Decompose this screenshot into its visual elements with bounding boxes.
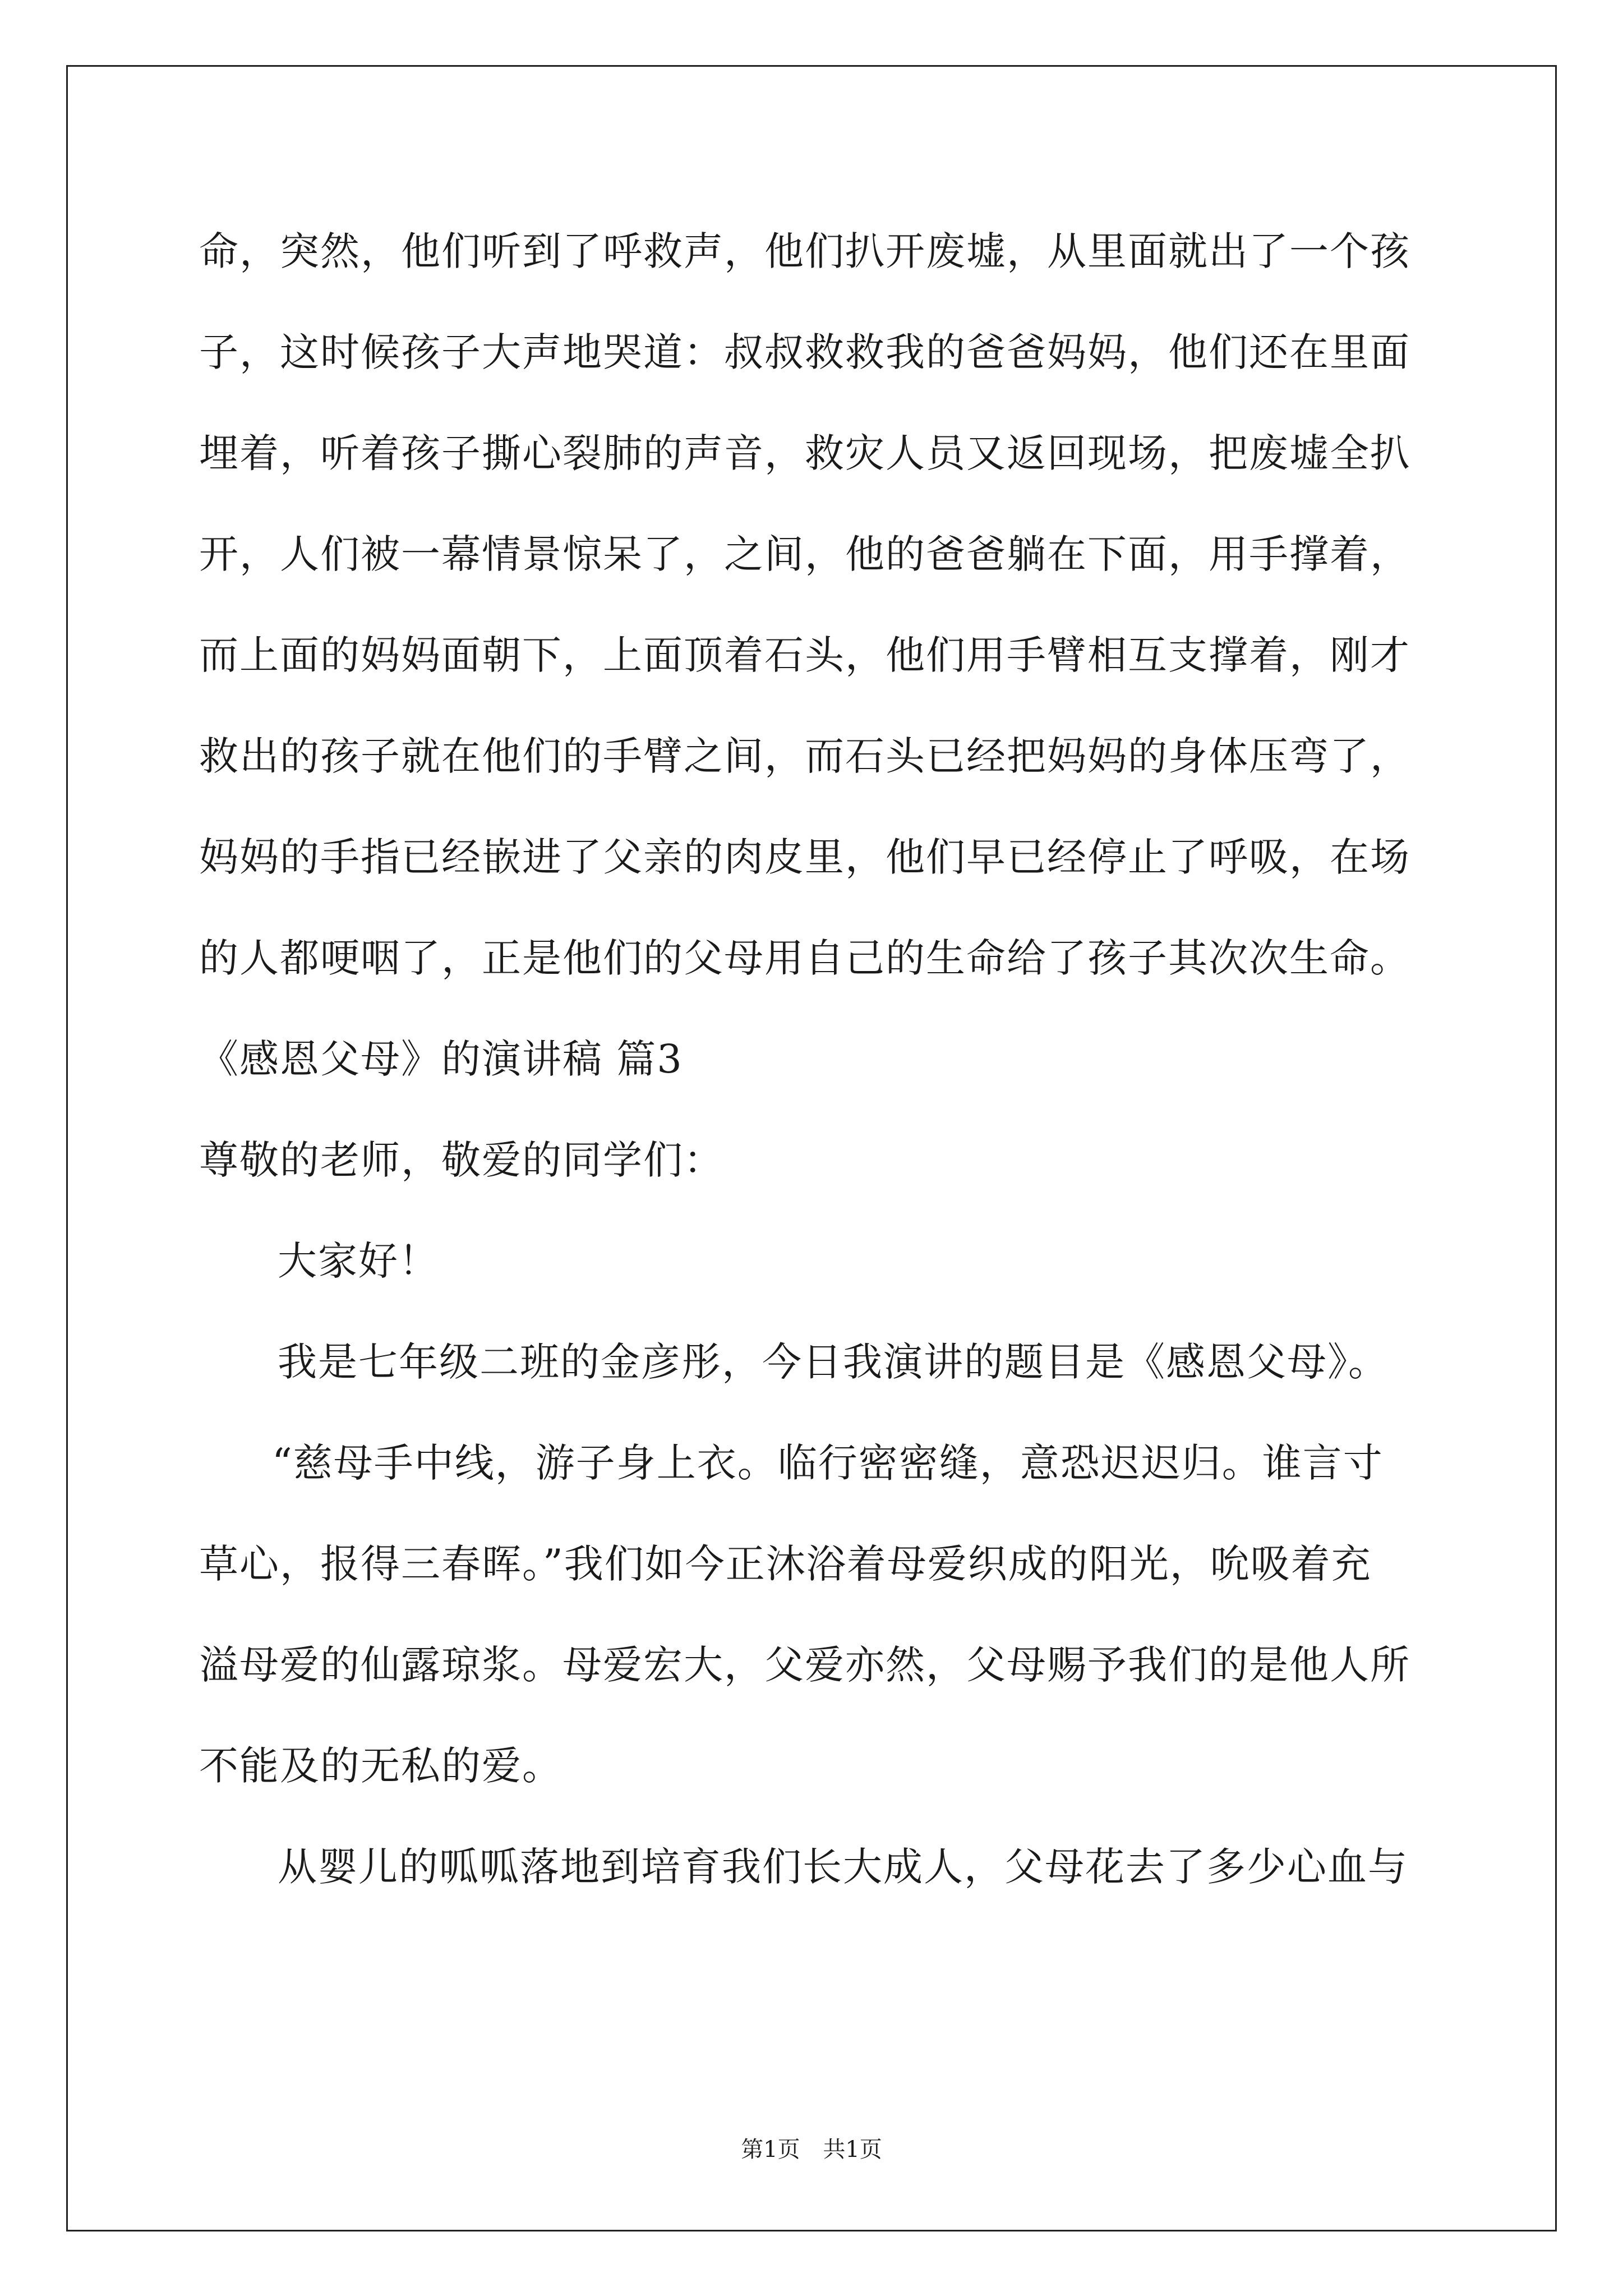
page-number: 第1页	[741, 2137, 800, 2162]
paragraph-line: 从婴儿的呱呱落地到培育我们长大成人，父母花去了多少心血与	[278, 1844, 1408, 1890]
paragraph-line: 埋着，听着孩子撕心裂肺的声音，救灾人员又返回现场，把废墟全扒	[199, 430, 1410, 476]
paragraph-line: 妈妈的手指已经嵌进了父亲的肉皮里，他们早已经停止了呼吸，在场	[199, 834, 1410, 880]
paragraph-line: 而上面的妈妈面朝下，上面顶着石头，他们用手臂相互支撑着，刚才	[199, 632, 1410, 678]
page-total: 共1页	[823, 2137, 882, 2162]
paragraph-line: 不能及的无私的爱。	[199, 1743, 562, 1789]
paragraph-line: 我是七年级二班的金彦彤，今日我演讲的题目是《感恩父母》。	[278, 1339, 1389, 1385]
page-footer	[0, 2132, 1623, 2164]
paragraph-line: 溢母爱的仙露琼浆。母爱宏大，父爱亦然，父母赐予我们的是他人所	[199, 1642, 1410, 1688]
paragraph-line: “慈母手中线，游子身上衣。临行密密缝，意恐迟迟归。谁言寸	[272, 1440, 1384, 1486]
greeting: 大家好！	[278, 1238, 439, 1284]
paragraph-line: 命，突然，他们听到了呼救声，他们扒开废墟，从里面就出了一个孩	[199, 228, 1410, 274]
paragraph-line: 草心，报得三春晖。”我们如今正沐浴着母爱织成的阳光，吮吸着充	[199, 1541, 1372, 1587]
section-heading: 《感恩父母》的演讲稿 篇3	[199, 1036, 683, 1082]
paragraph-line: 开，人们被一幕情景惊呆了，之间，他的爸爸躺在下面，用手撑着，	[199, 531, 1410, 577]
paragraph-line: 子，这时候孩子大声地哭道：叔叔救救我的爸爸妈妈，他们还在里面	[199, 329, 1410, 375]
paragraph-line: 的人都哽咽了，正是他们的父母用自己的生命给了孩子其次次生命。	[199, 935, 1410, 981]
salutation: 尊敬的老师，敬爱的同学们：	[199, 1137, 724, 1183]
paragraph-line: 救出的孩子就在他们的手臂之间，而石头已经把妈妈的身体压弯了，	[199, 733, 1410, 779]
document-body	[199, 201, 1433, 1917]
